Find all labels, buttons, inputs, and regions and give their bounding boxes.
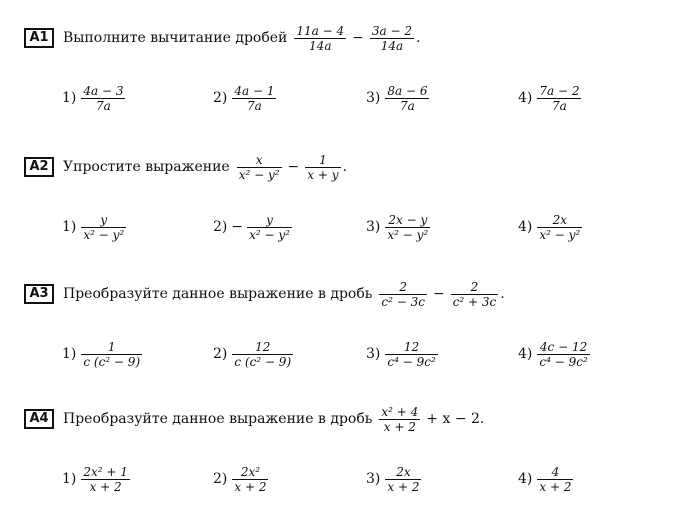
numerator: 12 [255,339,271,354]
numerator: 11a − 4 [296,23,345,38]
answer-options [0,334,679,374]
option-number: 1) [62,219,77,235]
numerator: 4a − 1 [234,83,275,98]
numerator: 2 [399,279,407,294]
denominator: c (c² − 9) [83,354,141,369]
denominator: c (c² − 9) [234,354,292,369]
answer-fraction [385,84,429,113]
denominator: c² + 3c [452,294,497,309]
task-label: А2 [24,157,54,177]
option-number: 3) [366,90,381,106]
answer-fraction [81,213,126,242]
option-number: 1) [62,90,77,106]
task-2 [0,152,679,277]
denominator: x² − y² [83,227,125,242]
question-text: Выполните вычитание дробей [63,30,288,46]
answer-fraction [81,340,142,369]
denominator: x + y [307,167,339,182]
option-number: 2) [213,346,228,362]
numerator: 2x − y [388,212,428,227]
expression-fraction [294,24,346,53]
answer-fraction [537,84,581,113]
option-number: 4) [518,346,533,362]
answer-option-4 [518,334,591,374]
answer-options [0,207,679,247]
option-number: 2) [213,471,228,487]
question-line [63,400,489,438]
answer-option-2 [213,207,293,247]
operator: − [352,30,364,46]
answer-option-4 [518,207,583,247]
numerator: 2 [470,279,479,294]
answer-option-2 [213,78,277,118]
operator: − [287,159,300,175]
option-number: 2) [213,90,228,106]
numerator: x² + 4 [381,404,419,419]
option-number: 2) [213,219,228,235]
option-number: 3) [366,219,381,235]
numerator: 1 [319,152,327,167]
option-number: 1) [62,346,77,362]
numerator: 1 [107,339,116,354]
expression-fraction [379,280,427,309]
numerator: 4 [551,464,560,479]
numerator: x [255,152,263,167]
option-number: 4) [518,471,533,487]
task-label: А1 [24,28,54,48]
answer-options [0,78,679,118]
question-line [63,148,347,186]
task-4 [0,404,679,529]
option-number: 1) [62,471,77,487]
denominator: c⁴ − 9c² [387,354,436,369]
answer-fraction [385,465,421,494]
task-1 [0,23,679,148]
expression-fraction [451,280,499,309]
option-number: 4) [518,219,533,235]
denominator: x² − y² [249,227,290,242]
question-period: . [500,286,505,302]
denominator: 7a [400,98,415,113]
numerator: y [266,212,273,227]
expression-fraction [370,24,414,53]
question-line [63,275,505,313]
answer-option-3 [366,78,430,118]
denominator: 7a [247,98,262,113]
numerator: 2x² [240,464,261,479]
numerator: 12 [403,339,420,354]
task-label: А3 [24,284,54,304]
answer-fraction [232,84,276,113]
denominator: c⁴ − 9c² [539,354,588,369]
task-label: А4 [24,409,54,429]
answer-option-1 [62,459,131,499]
answer-option-3 [366,334,439,374]
question-period: . [415,30,421,46]
denominator: x + 2 [234,479,267,494]
denominator: 7a [552,98,567,113]
answer-fraction [232,465,268,494]
question-line [63,19,420,57]
answer-fraction [537,465,573,494]
denominator: x + 2 [89,479,122,494]
question-text: Преобразуйте данное выражение в дробь [63,411,373,427]
answer-option-3 [366,459,422,499]
minus-sign: − [231,219,244,235]
denominator: 7a [96,98,111,113]
answer-option-1 [62,78,126,118]
option-number: 4) [518,90,533,106]
numerator: 2x² + 1 [83,464,128,479]
denominator: x² − y² [539,227,581,242]
question-text: Упростите выражение [63,159,230,175]
denominator: c² − 3c [381,294,425,309]
answer-fraction [537,340,589,369]
task-3 [0,279,679,404]
operator: − [432,286,445,302]
expression-fraction [237,153,282,182]
denominator: x + 2 [539,479,572,494]
answer-options [0,459,679,499]
numerator: 2x [396,464,411,479]
numerator: y [100,212,108,227]
expression-fraction [379,405,420,434]
answer-option-2 [213,334,294,374]
answer-fraction [385,340,437,369]
denominator: x + 2 [387,479,420,494]
answer-option-4 [518,78,582,118]
answer-fraction [81,84,125,113]
answer-option-4 [518,459,574,499]
numerator: 8a − 6 [387,83,428,98]
numerator: 4c − 12 [539,339,588,354]
answer-option-1 [62,334,143,374]
numerator: 4a − 3 [83,83,124,98]
question-text: Преобразуйте данное выражение в дробь [63,286,373,302]
answer-fraction [385,213,430,242]
denominator: x² − y² [387,227,429,242]
numerator: 2x [552,212,567,227]
answer-fraction [537,213,582,242]
option-number: 3) [366,346,381,362]
answer-fraction [81,465,130,494]
denominator: x + 2 [383,419,416,434]
denominator: x² − y² [238,167,280,182]
answer-option-3 [366,207,431,247]
answer-fraction [232,340,293,369]
numerator: 7a − 2 [539,83,580,98]
denominator: 14a [380,38,404,53]
numerator: 3a − 2 [371,23,412,38]
answer-fraction [247,213,292,242]
answer-option-2 [213,459,269,499]
answer-option-1 [62,207,127,247]
denominator: 14a [309,38,332,53]
question-period: . [342,159,347,175]
expression-fraction [305,153,340,182]
option-number: 3) [366,471,381,487]
operator: + x − 2. [426,411,485,427]
